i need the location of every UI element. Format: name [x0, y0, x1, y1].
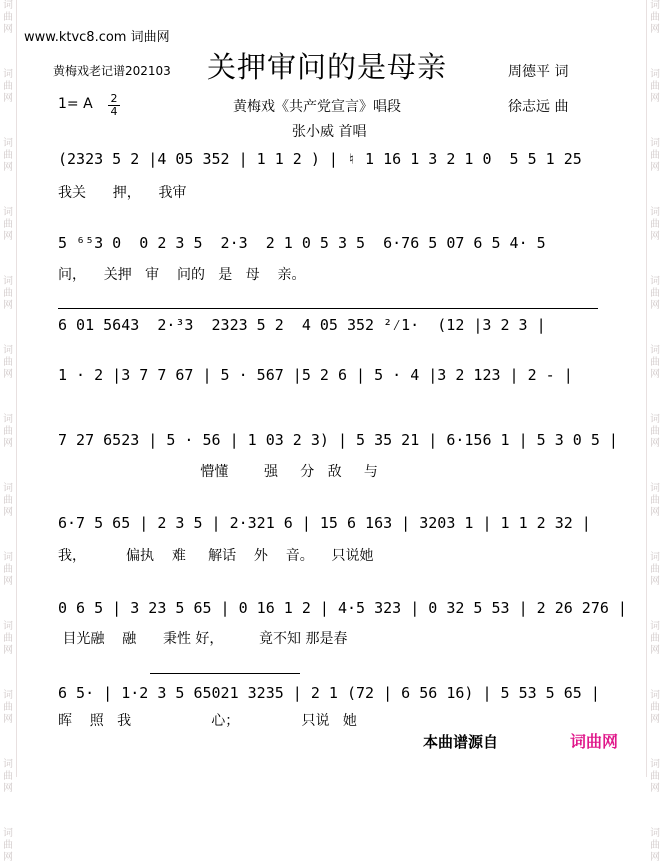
watermark-text: 词 曲 网	[3, 276, 13, 311]
watermark-text: 词 曲 网	[650, 828, 660, 863]
subtitle: 黄梅戏《共产党宣言》唱段	[233, 99, 401, 115]
watermark-text: 词 曲 网	[650, 345, 660, 380]
watermark-text: 词 曲 网	[3, 483, 13, 518]
watermark-text: 词 曲 网	[650, 483, 660, 518]
notation-row: (2323 5 2 |4 05 352 | 1 1 2 ) | ♮ 1 16 1 3 2 1 0 5 5 1 25	[58, 150, 582, 168]
lyrics-row: 我关 押， 我审	[58, 185, 187, 201]
watermark-right	[647, 0, 663, 863]
watermark-text: 词 曲 网	[3, 138, 13, 173]
watermark-text: 词 曲 网	[650, 690, 660, 725]
lyrics-row: 懵懂 强 分 敌 与	[58, 464, 378, 480]
score-source: 黄梅戏老记谱202103	[53, 64, 171, 78]
watermark-text: 词 曲 网	[3, 690, 13, 725]
watermark-text: 词 曲 网	[3, 828, 13, 863]
watermark-text: 词 曲 网	[3, 345, 13, 380]
notation-row: 6·7 5 65 | 2 3 5 | 2·321 6 | 15 6 163 | 3203 1 | 1 1 2 32 |	[58, 514, 591, 532]
watermark-text: 词 曲 网	[3, 621, 13, 656]
watermark-text: 词 曲 网	[650, 414, 660, 449]
time-top: 2	[110, 92, 118, 105]
lyrics-row: 目光融 融 秉性 好， 竟不知 那是春	[58, 631, 348, 647]
time-bottom: 4	[108, 105, 120, 118]
notation-row: 5 ⁶⁵3 0 0 2 3 5 2·3 2 1 0 5 3 5 6·76 5 07 6 5 4· 5	[58, 234, 546, 252]
watermark-text: 词 曲 网	[3, 207, 13, 242]
lyrics-row: 我， 偏执 难 解话 外 音。 只说她	[58, 548, 374, 564]
watermark-text: 词 曲 网	[3, 414, 13, 449]
lyrics-row: 问， 关押 审 问的 是 母 亲。	[58, 267, 306, 283]
footer-logo[interactable]: 词曲网	[570, 732, 619, 751]
time-signature	[108, 93, 120, 118]
left-border	[16, 0, 17, 777]
page-title: 关押审问的是母亲	[207, 50, 448, 84]
watermark-text: 词 曲 网	[650, 69, 660, 104]
notation-row: 6 5· | 1·2 3 5 65021 3235 | 2 1 (72 | 6 56 16) | 5 53 5 65 |	[58, 684, 600, 702]
notation-row: 1 · 2 |3 7 7 67 | 5 · 567 |5 2 6 | 5 · 4 |3 2 123 | 2 - |	[58, 366, 573, 384]
composer: 徐志远 曲	[508, 99, 569, 115]
watermark-text: 词 曲 网	[650, 207, 660, 242]
notation-row: 6 01 5643 2·³3 2323 5 2 4 05 352 ²⁄1· (12 |3 2 3 |	[58, 316, 546, 334]
phrase-line	[58, 308, 598, 309]
watermark-text: 词 曲 网	[3, 69, 13, 104]
watermark-text: 词 曲 网	[650, 276, 660, 311]
watermark-text: 词 曲 网	[650, 552, 660, 587]
watermark-text: 词 曲 网	[650, 621, 660, 656]
watermark-text: 词 曲 网	[3, 759, 13, 794]
phrase-line	[150, 673, 300, 674]
watermark-left	[0, 0, 16, 863]
watermark-text: 词 曲 网	[650, 759, 660, 794]
lyricist: 周德平 词	[508, 64, 569, 80]
notation-row: 0 6 5 | 3 23 5 65 | 0 16 1 2 | 4·5 323 | 0 32 5 53 | 2 26 276 |	[58, 599, 627, 617]
watermark-text: 词 曲 网	[650, 138, 660, 173]
lyrics-row: 晖 照 我 心； 只说 她	[58, 713, 357, 729]
footer-source-note: 本曲谱源自	[423, 733, 499, 751]
notation-row: 7 27 6523 | 5 · 56 | 1 03 2 3) | 5 35 21 | 6·156 1 | 5 3 0 5 |	[58, 431, 618, 449]
key-signature: 1= A	[58, 96, 93, 112]
watermark-text: 词 曲 网	[650, 0, 660, 35]
singer: 张小威 首唱	[292, 124, 367, 140]
watermark-text: 词 曲 网	[3, 0, 13, 35]
watermark-text: 词 曲 网	[3, 552, 13, 587]
site-url: www.ktvc8.com 词曲网	[24, 30, 170, 45]
